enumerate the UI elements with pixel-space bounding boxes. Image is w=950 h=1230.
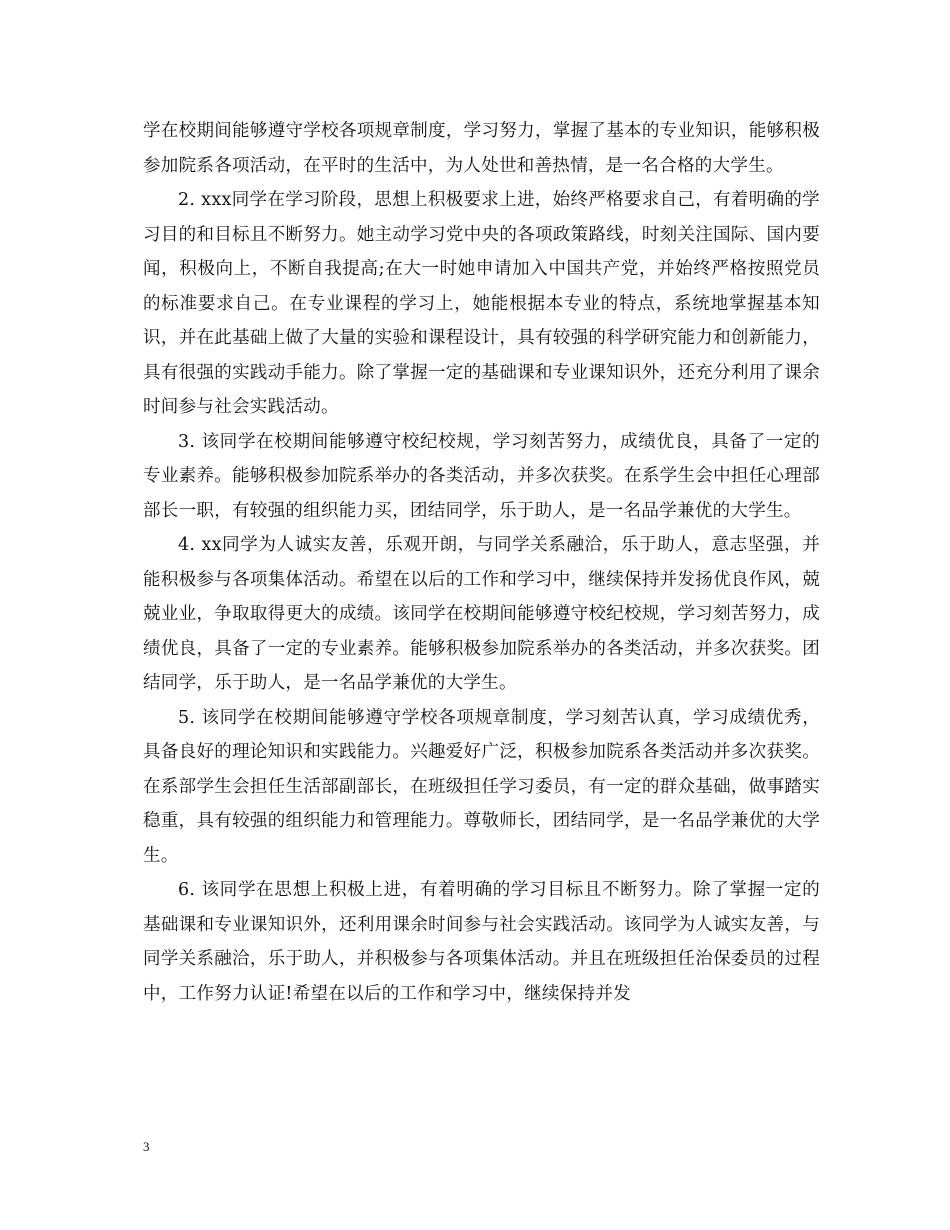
paragraph-item-5: 5. 该同学在校期间能够遵守学校各项规章制度，学习刻苦认真，学习成绩优秀，具备良好的理论知识和实践能力。兴趣爱好广泛，积极参加院系各类活动并多次获奖。在系部学生会担任生活部副部长，在班级担任学习委员，有一定的群众基础，做事踏实稳重，具有较强的组织能力和管理能力。尊敬师长，团结同学，是一名品学兼优的大学生。 [143, 707, 820, 866]
paragraph-continuation: 学在校期间能够遵守学校各项规章制度，学习努力，掌握了基本的专业知识，能够积极参加院系各项活动，在平时的生活中，为人处世和善热情，是一名合格的大学生。 [143, 121, 820, 176]
paragraph-item-3: 3. 该同学在校期间能够遵守校纪校规，学习刻苦努力，成绩优良，具备了一定的专业素养。能够积极参加院系举办的各类活动，并多次获奖。在系学生会中担任心理部部长一职，有较强的组织能力买，团结同学，乐于助人，是一名品学兼优的大学生。 [143, 431, 820, 521]
page-number: 3 [143, 1139, 150, 1154]
paragraph-item-4: 4. xx同学为人诚实友善，乐观开朗，与同学关系融洽，乐于助人，意志坚强，并能积极参与各项集体活动。希望在以后的工作和学习中，继续保持并发扬优良作风，兢兢业业，争取取得更大的成绩。该同学在校期间能够遵守校纪校规，学习刻苦努力，成绩优良，具备了一定的专业素养。能够积极参加院系举办的各类活动，并多次获奖。团结同学，乐于助人，是一名品学兼优的大学生。 [143, 535, 820, 693]
paragraph-item-6: 6. 该同学在思想上积极上进，有着明确的学习目标且不断努力。除了掌握一定的基础课和专业课知识外，还利用课余时间参与社会实践活动。该同学为人诚实友善，与同学关系融洽，乐于助人，并积极参与各项集体活动。并且在班级担任治保委员的过程中，工作努力认证!希望在以后的工作和学习中，继续保持并发 [143, 880, 820, 1004]
document-body [143, 114, 820, 1011]
paragraph-item-2: 2. xxx同学在学习阶段，思想上积极要求上进，始终严格要求自己，有着明确的学习目的和目标且不断努力。她主动学习党中央的各项政策路线，时刻关注国际、国内要闻，积极向上，不断自我提高;在大一时她申请加入中国共产党，并始终严格按照党员的标准要求自己。在专业课程的学习上，她能根据本专业的特点，系统地掌握基本知识，并在此基础上做了大量的实验和课程设计，具有较强的科学研究能力和创新能力，具有很强的实践动手能力。除了掌握一定的基础课和专业课知识外，还充分利用了课余时间参与社会实践活动。 [143, 190, 820, 417]
